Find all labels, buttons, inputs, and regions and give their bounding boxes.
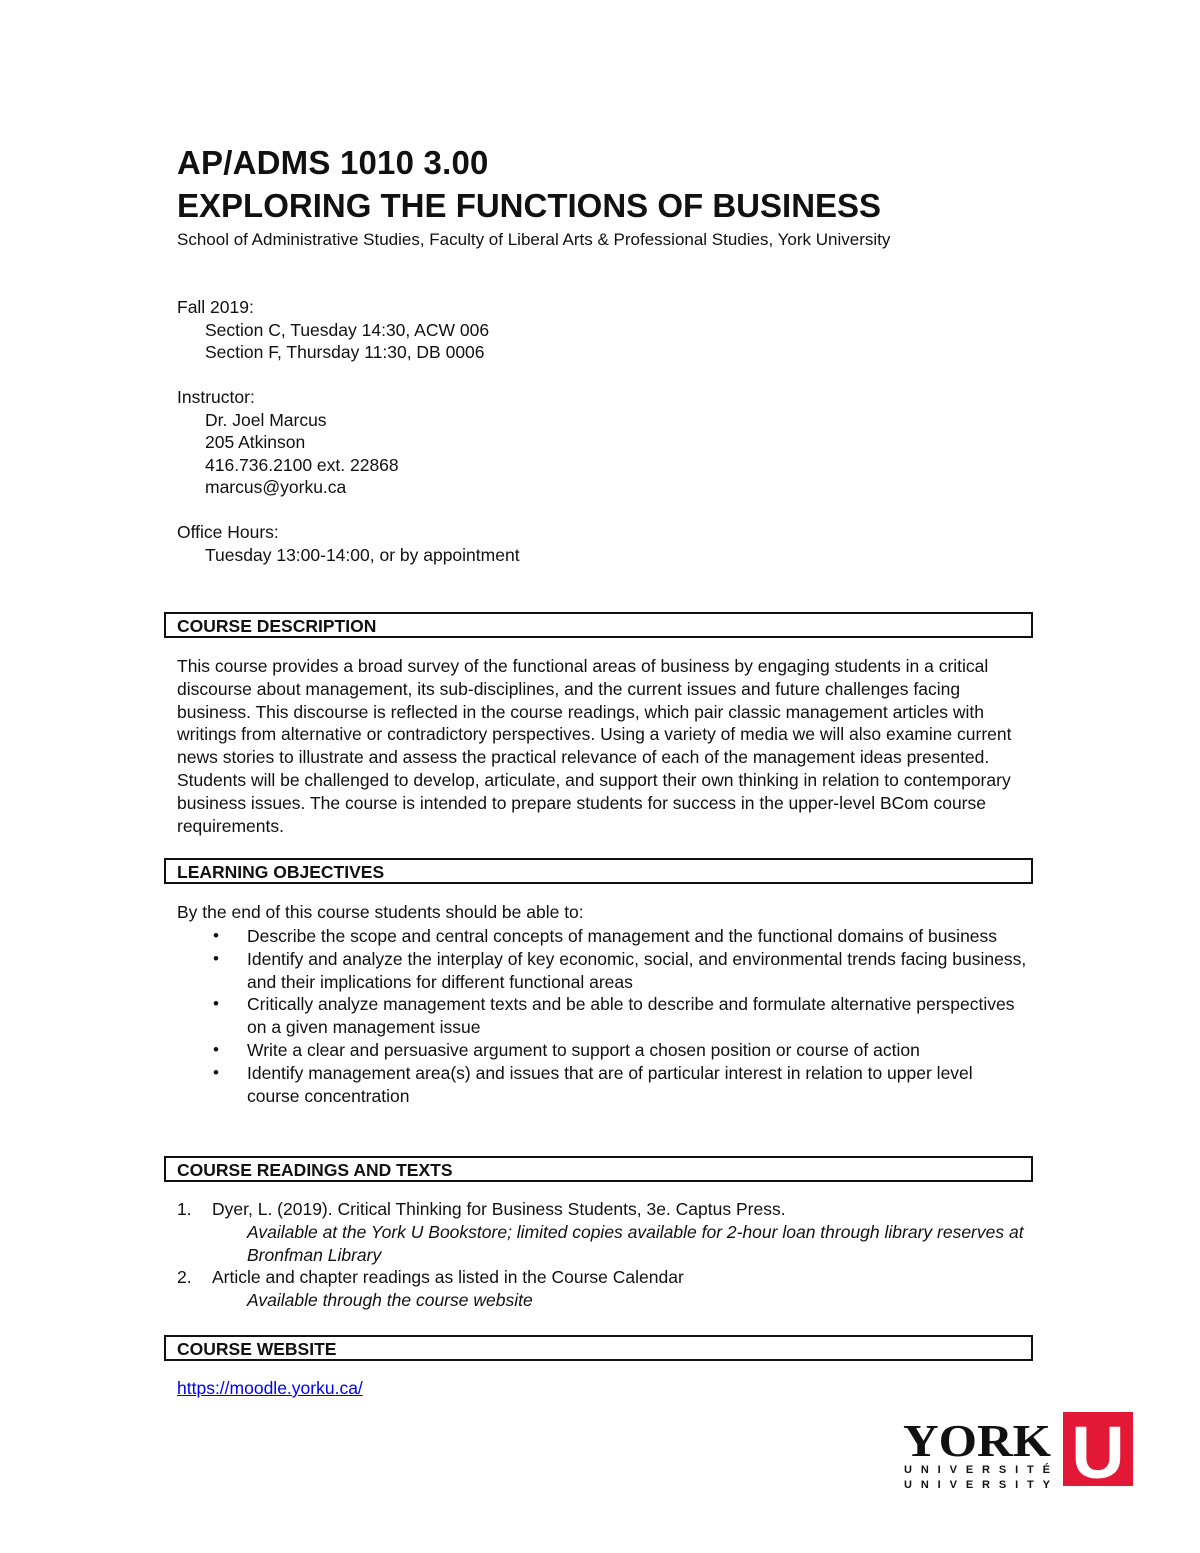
bullet-icon: •: [213, 948, 219, 968]
course-code: AP/ADMS 1010 3.00: [177, 144, 489, 181]
instructor-email: marcus@yorku.ca: [205, 477, 347, 497]
course-description-text: This course provides a broad survey of the functional areas of business by engaging students in a critical discourse about management, its sub-disciplines, and the current issues and future challenges facing business. This discourse is reflected in the course readings, which pair classic management articles with writings from alternative or contradictory perspectives. Using a variety of media we will also examine current news stories to illustrate and assess the practical relevance of each of the management ideas presented. Students will be challenged to develop, articulate, and support their own thinking in relation to contemporary business issues. The course is intended to prepare students for success in the upper-level BCom course requirements.: [177, 656, 1012, 836]
york-university-logo: [903, 1412, 1133, 1492]
list-item: [177, 1266, 1027, 1312]
item-number: 2.: [177, 1267, 192, 1288]
list-item: [177, 1198, 1027, 1266]
course-website-heading: COURSE WEBSITE: [164, 1335, 1033, 1361]
list-item: • Describe the scope and central concepts of management and the functional domains of business: [213, 926, 998, 946]
bullet-icon: •: [213, 1062, 219, 1082]
course-website-link[interactable]: https://moodle.yorku.ca/: [177, 1378, 363, 1398]
course-title: EXPLORING THE FUNCTIONS OF BUSINESS: [177, 187, 882, 224]
office-hours-label: Office Hours:: [177, 522, 279, 542]
instructor-phone: 416.736.2100 ext. 22868: [205, 454, 399, 475]
item-number: 1.: [177, 1199, 192, 1219]
instructor-office: 205 Atkinson: [205, 432, 306, 452]
section-line: Section C, Tuesday 14:30, ACW 006: [205, 319, 490, 340]
logo-wordmark: YORK: [903, 1415, 1052, 1466]
term-block: [177, 296, 489, 364]
list-item: • Identify management area(s) and issues that are of particular interest in relation to upper level course concentration: [213, 1062, 973, 1106]
reading-note: Available through the course website: [247, 1290, 533, 1311]
bullet-icon: •: [213, 926, 219, 945]
instructor-label: Instructor:: [177, 387, 255, 407]
list-item: • Critically analyze management texts and be able to describe and formulate alternative perspectives on a given management issue: [213, 994, 1015, 1038]
term-label: Fall 2019:: [177, 297, 254, 317]
list-item: • Write a clear and persuasive argument to support a chosen position or course of action: [213, 1039, 920, 1060]
learning-objectives-intro: By the end of this course students should be able to:: [177, 902, 584, 922]
section-line: Section F, Thursday 11:30, DB 0006: [205, 342, 485, 362]
bullet-icon: •: [213, 994, 219, 1014]
reading-text: Article and chapter readings as listed in the Course Calendar: [212, 1267, 684, 1288]
logo-english: UNIVERSITY: [904, 1479, 1050, 1491]
course-description-heading: COURSE DESCRIPTION: [164, 612, 1033, 638]
instructor-name: Dr. Joel Marcus: [205, 409, 327, 430]
logo-french: UNIVERSITÉ: [904, 1464, 1050, 1476]
reading-text: Dyer, L. (2019). Critical Thinking for Business Students, 3e. Captus Press.: [212, 1199, 786, 1219]
course-readings-heading: COURSE READINGS AND TEXTS: [164, 1156, 1033, 1182]
reading-note: Available at the York U Bookstore; limited copies available for 2-hour loan through library reserves at Bronfman Library: [247, 1221, 1024, 1265]
readings-list: [177, 1198, 1027, 1312]
office-hours-block: [177, 521, 520, 566]
objectives-list: [177, 925, 1027, 1107]
logo-mark-letter: U: [1071, 1412, 1125, 1492]
learning-objectives-heading: LEARNING OBJECTIVES: [164, 858, 1033, 884]
course-subtitle: School of Administrative Studies, Faculty of Liberal Arts & Professional Studies, York University: [177, 230, 891, 249]
list-item: • Identify and analyze the interplay of key economic, social, and environmental trends facing business, and their implications for different functional areas: [213, 948, 1027, 992]
instructor-block: [177, 386, 399, 499]
office-hours-value: Tuesday 13:00-14:00, or by appointment: [205, 544, 520, 565]
bullet-icon: •: [213, 1039, 219, 1059]
